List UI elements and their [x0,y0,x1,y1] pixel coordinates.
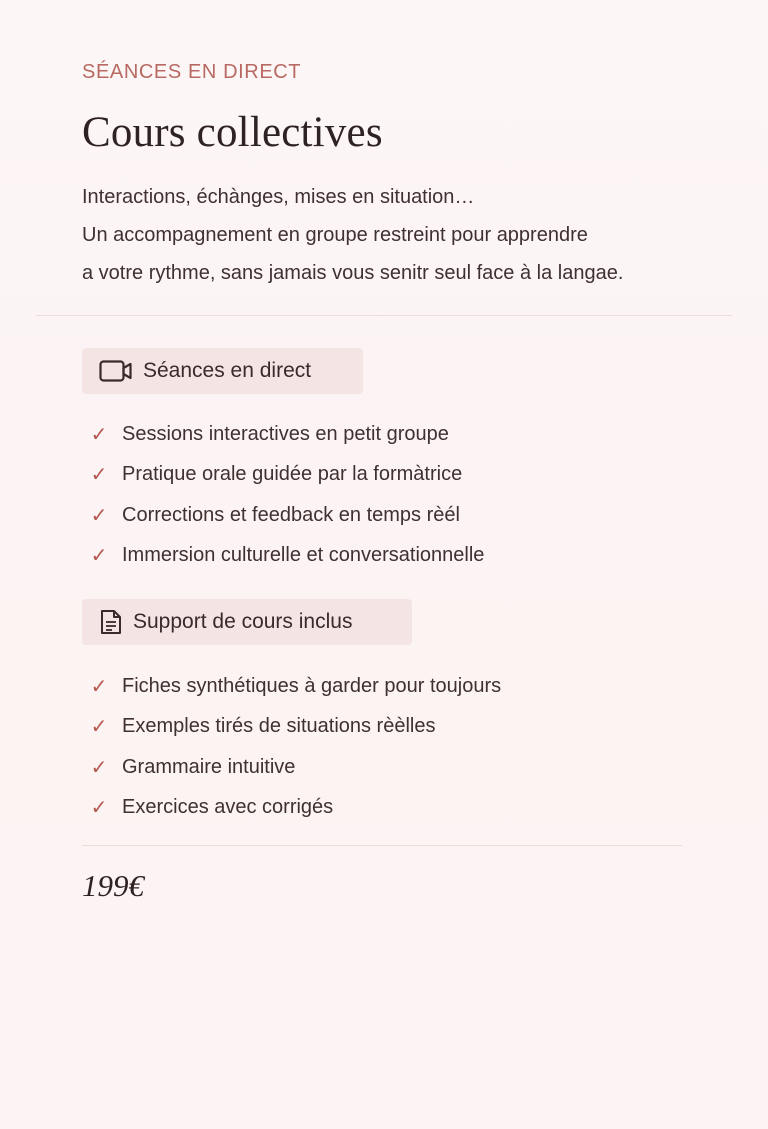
checkmark-icon: ✓ [90,716,108,739]
checkmark-icon: ✓ [90,756,108,779]
price-label: 199€ [82,868,144,903]
divider [36,315,732,316]
description-line: Un accompagnement en groupe restreint pour apprendre [82,224,588,246]
eyebrow-label: SÉANCES EN DIRECT [82,61,302,83]
section-tag-label: Support de cours inclus [133,610,353,633]
list-item [88,666,501,707]
course-description [82,178,732,292]
list-item-label: Exemples tirés de situations rèèlles [122,715,436,738]
list-item [88,414,484,455]
list-item [88,747,501,788]
document-icon [99,609,123,635]
video-camera-icon [99,359,133,383]
checkmark-icon: ✓ [90,504,108,527]
section-tag-live-sessions [82,348,363,394]
checkmark-icon: ✓ [90,545,108,568]
section-tag-label: Séances en direct [143,359,312,382]
description-line: Interactions, échànges, mises en situation… [82,186,475,208]
list-item-label: Exercices avec corrigés [122,796,334,819]
description-line: a votre rythme, sans jamais vous senitr seul face à la langae. [82,262,624,284]
list-item-label: Corrections et feedback en temps rèél [122,503,460,526]
live-sessions-list [88,414,484,576]
list-item [88,536,484,577]
list-item-label: Immersion culturelle et conversationnelle [122,544,485,567]
checkmark-icon: ✓ [90,675,108,698]
list-item-label: Sessions interactives en petit groupe [122,422,449,445]
list-item [88,495,484,536]
section-tag-course-materials [82,599,412,645]
checkmark-icon: ✓ [90,423,108,446]
list-item-label: Pratique orale guidée par la formàtrice [122,463,463,486]
list-item-label: Fiches synthétiques à garder pour toujours [122,674,502,697]
course-materials-list [88,666,501,828]
checkmark-icon: ✓ [90,797,108,820]
list-item [88,707,501,748]
divider [82,845,682,846]
list-item [88,455,484,496]
list-item [88,788,501,829]
page-title: Cours collectives [82,109,383,156]
list-item-label: Grammaire intuitive [122,755,296,778]
checkmark-icon: ✓ [90,464,108,487]
